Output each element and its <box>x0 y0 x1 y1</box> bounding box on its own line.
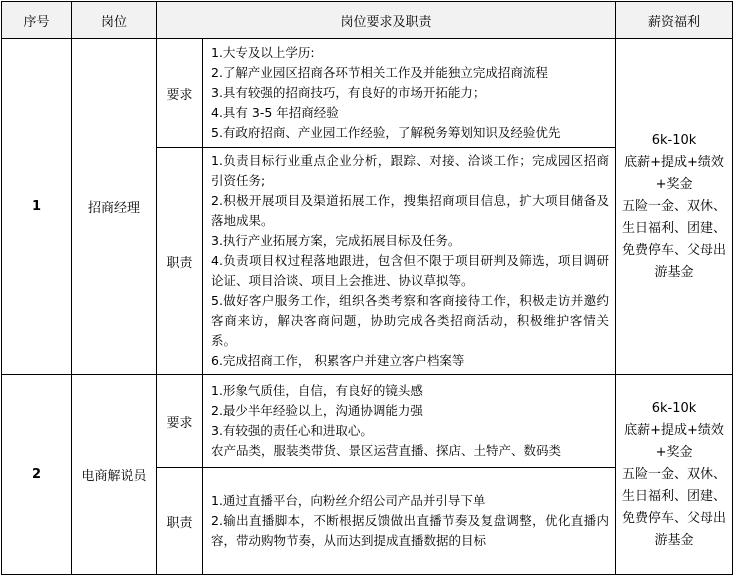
benefits-cell <box>616 375 733 575</box>
benefits-cell <box>616 39 733 375</box>
requirement-item: 2.了解产业园区招商各环节相关工作及并能独立完成招商流程 <box>211 65 548 80</box>
duty-item: 1.通过直播平台，向粉丝介绍公司产品并引导下单 <box>211 493 486 508</box>
duty-item: 2.输出直播脚本，不断根据反馈做出直播节奏及复盘调整，优化直播内容，带动购物节奏，从而达到提成直播数据的目标 <box>211 513 610 548</box>
requirements-cell <box>203 375 616 468</box>
requirement-item: 3.具有较强的招商技巧，有良好的市场开拓能力； <box>211 85 486 100</box>
salary-structure: 底薪+提成+绩效+奖金 <box>624 422 724 460</box>
requirement-item: 1.大专及以上学历: <box>211 45 315 60</box>
header-seq: 序号 <box>2 2 72 39</box>
req-label: 要求 <box>157 375 203 468</box>
welfare-list: 五险一金、双休、生日福利、团建、免费停车、父母出游基金 <box>622 466 727 548</box>
duty-item: 2.积极开展项目及渠道拓展工作，搜集招商项目信息，扩大项目储备及落地成果。 <box>211 193 610 228</box>
duty-label: 职责 <box>157 468 203 575</box>
requirement-item: 1.形象气质佳，自信，有良好的镜头感 <box>211 383 423 398</box>
welfare-list: 五险一金、双休、生日福利、团建、免费停车、父母出游基金 <box>622 198 727 280</box>
duty-label: 职责 <box>157 148 203 375</box>
requirement-item: 4.具有 3-5 年招商经验 <box>211 105 339 120</box>
duty-item: 4.负责项目权过程落地跟进，包含但不限于项目研判及筛选，项目调研论证、项目洽谈、项目上会推进、协议草拟等。 <box>211 253 610 288</box>
duty-item: 6.完成招商工作， 积累客户并建立客户档案等 <box>211 353 465 368</box>
requirement-item: 2.最少半年经验以上，沟通协调能力强 <box>211 403 423 418</box>
row-seq: 2 <box>2 375 72 575</box>
header-position: 岗位 <box>72 2 157 39</box>
header-benefits: 薪资福利 <box>616 2 733 39</box>
header-row <box>2 2 733 39</box>
salary-range: 6k-10k <box>651 400 697 416</box>
duty-item: 1.负责目标行业重点企业分析，跟踪、对接、洽谈工作；完成园区招商引资任务; <box>211 153 610 188</box>
table-row <box>2 375 733 468</box>
salary-structure: 底薪+提成+绩效+奖金 <box>624 154 724 192</box>
row-seq: 1 <box>2 39 72 375</box>
header-duties: 岗位要求及职责 <box>157 2 616 39</box>
requirement-item: 5.有政府招商、产业园工作经验，了解税务筹划知识及经验优先 <box>211 125 561 140</box>
row-position: 招商经理 <box>72 39 157 375</box>
duties-cell <box>203 468 616 575</box>
table-row <box>2 39 733 148</box>
requirement-item: 3.有较强的责任心和进取心。 <box>211 423 373 438</box>
req-label: 要求 <box>157 39 203 148</box>
row-position: 电商解说员 <box>72 375 157 575</box>
job-table <box>1 1 733 575</box>
duty-item: 3.执行产业拓展方案，完成拓展目标及任务。 <box>211 233 461 248</box>
duty-item: 5.做好客户服务工作，组织各类考察和客商接待工作，积极走访并邀约客商来访，解决客商问题，协助完成各类招商活动，积极维护客情关系。 <box>211 293 610 348</box>
duties-cell <box>203 148 616 375</box>
requirements-cell <box>203 39 616 148</box>
salary-range: 6k-10k <box>651 132 697 148</box>
requirement-item: 农产品类，服装类带货、景区运营直播、探店、土特产、数码类 <box>211 443 562 458</box>
